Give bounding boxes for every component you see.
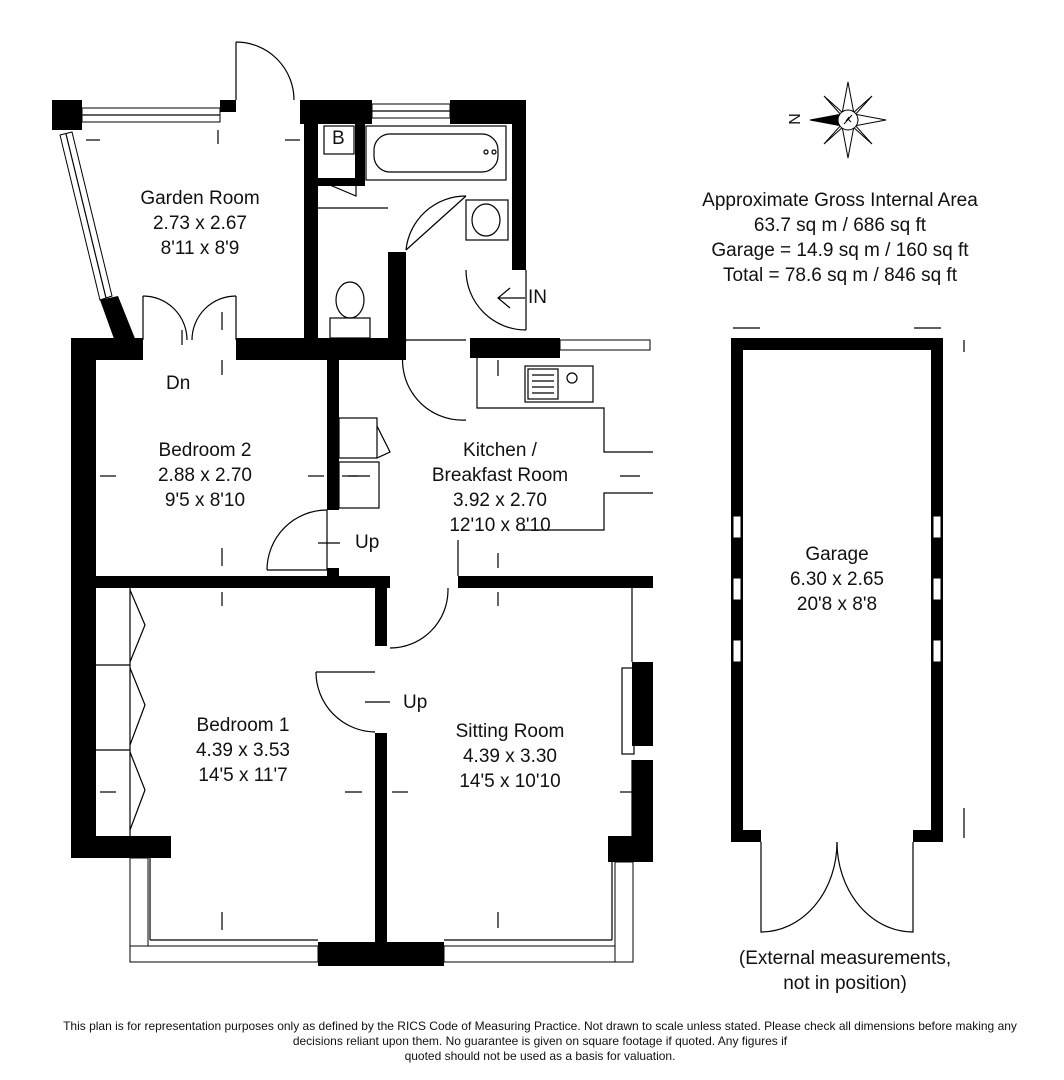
garden-room-label <box>120 186 280 261</box>
garage-metric: 6.30 x 2.65 <box>789 569 885 590</box>
garden-room-name: Garden Room <box>140 188 260 209</box>
up-stairs-marker-bedroom1: Up <box>403 692 428 713</box>
bedroom2-label <box>130 438 280 513</box>
sitting-room-label <box>430 719 590 794</box>
disclaimer <box>40 1019 1040 1064</box>
disclaimer-line2: decisions reliant upon them. No guarantee is given on square footage if quoted. Any figures if <box>292 1034 788 1048</box>
area-house: 63.7 sq m / 686 sq ft <box>753 215 927 236</box>
garage-note <box>720 946 970 996</box>
kitchen-metric: 3.92 x 2.70 <box>452 490 548 511</box>
entrance-marker: IN <box>528 287 547 308</box>
bedroom1-name: Bedroom 1 <box>196 715 290 736</box>
garden-room-metric: 2.73 x 2.67 <box>152 213 248 234</box>
sitting-room-name: Sitting Room <box>455 721 565 742</box>
sitting-room-metric: 4.39 x 3.30 <box>462 746 558 767</box>
bedroom2-name: Bedroom 2 <box>158 440 252 461</box>
down-stairs-marker: Dn <box>166 373 191 394</box>
area-total: Total = 78.6 sq m / 846 sq ft <box>723 265 957 286</box>
bedroom1-label <box>168 713 318 788</box>
garage-note-line1: (External measurements, <box>738 948 952 969</box>
kitchen-imperial: 12'10 x 8'10 <box>449 515 551 536</box>
sitting-room-imperial: 14'5 x 10'10 <box>459 771 561 792</box>
kitchen-name-line1: Kitchen / <box>463 440 537 461</box>
garden-room-imperial: 8'11 x 8'9 <box>160 238 240 259</box>
garage-note-line2: not in position) <box>783 973 907 994</box>
bedroom2-metric: 2.88 x 2.70 <box>157 465 253 486</box>
area-title: Approximate Gross Internal Area <box>702 190 978 211</box>
kitchen-name-line2: Breakfast Room <box>431 465 569 486</box>
kitchen-label <box>410 438 590 538</box>
bedroom1-metric: 4.39 x 3.53 <box>195 740 291 761</box>
garage-label <box>762 542 912 617</box>
compass-rose-icon <box>810 82 886 158</box>
garage-drawing <box>731 328 964 932</box>
area-garage: Garage = 14.9 sq m / 160 sq ft <box>711 240 969 261</box>
compass-north-label: N <box>786 113 804 125</box>
bedroom2-imperial: 9'5 x 8'10 <box>164 490 246 511</box>
disclaimer-line1: This plan is for representation purposes only as defined by the RICS Code of Measuring Practice. Not drawn to scale unless stated. Please check all dimensions before making any <box>63 1019 1017 1033</box>
area-summary <box>650 188 1030 288</box>
up-stairs-marker-bedroom2: Up <box>355 532 380 553</box>
bedroom1-imperial: 14'5 x 11'7 <box>198 765 288 786</box>
disclaimer-line3: quoted should not be used as a basis for valuation. <box>404 1049 676 1063</box>
boiler-marker: B <box>332 128 345 149</box>
garage-name: Garage <box>805 544 869 565</box>
garage-imperial: 20'8 x 8'8 <box>796 594 878 615</box>
